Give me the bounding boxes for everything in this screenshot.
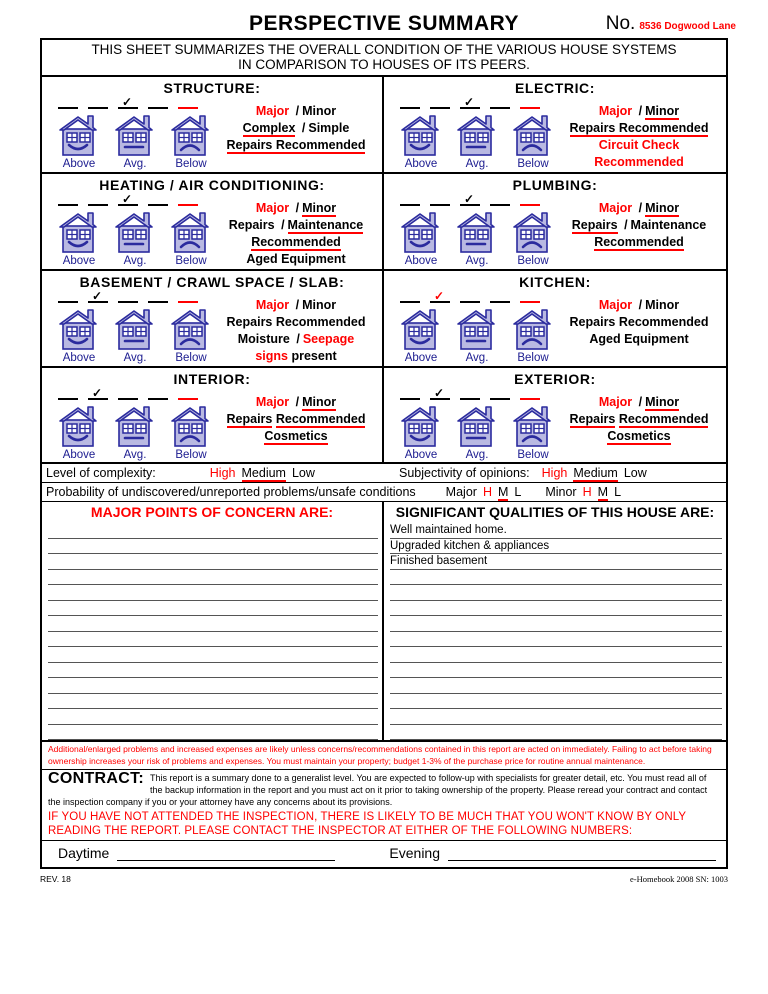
prob-major-option[interactable]: L [514, 485, 522, 499]
scale-dash-2[interactable] [460, 301, 480, 303]
section-title: STRUCTURE: [163, 80, 261, 96]
note-line [562, 314, 716, 331]
significant-qualities-column [384, 502, 726, 740]
note-line [562, 394, 716, 411]
section-title: HEATING / AIR CONDITIONING: [99, 177, 325, 193]
ruled-line[interactable] [48, 647, 378, 663]
house-below[interactable] [168, 211, 214, 267]
section-row [42, 174, 726, 271]
house-label-below: Below [517, 158, 549, 170]
house-label-above: Above [62, 352, 96, 364]
note-separator: / [295, 298, 300, 312]
note-token[interactable]: Repairs [569, 412, 616, 426]
prob-minor-option[interactable]: M [597, 485, 609, 499]
note-line [220, 348, 372, 365]
subjectivity-label: Subjectivity of opinions: [399, 466, 530, 480]
note-token[interactable]: Major [255, 395, 290, 409]
house-average[interactable] [112, 211, 158, 267]
ruled-line[interactable] [48, 601, 378, 617]
subjectivity-option[interactable]: Medium [573, 466, 618, 480]
page-footer [40, 874, 728, 884]
scale-dash-0[interactable] [58, 398, 78, 400]
probability-minor-options[interactable] [577, 484, 621, 500]
prob-minor-option[interactable]: H [582, 485, 592, 499]
note-token[interactable]: Aged Equipment [246, 252, 346, 266]
section-interior [42, 368, 384, 462]
note-line [562, 103, 716, 120]
note-token[interactable]: Repairs [228, 218, 275, 232]
house-label-below: Below [517, 449, 549, 461]
scale-dash-1[interactable] [88, 107, 108, 109]
note-line [562, 234, 716, 251]
scale-dash-0[interactable] [400, 398, 420, 400]
house-label-below: Below [175, 352, 207, 364]
rating-checkmark[interactable]: ✓ [92, 289, 103, 303]
rating-scale[interactable] [58, 289, 218, 308]
note-token[interactable]: Minor [302, 395, 337, 409]
scale-dash-3[interactable] [490, 301, 510, 303]
complexity-option[interactable]: High [209, 466, 236, 480]
note-line [220, 394, 372, 411]
probability-major-options[interactable] [477, 484, 521, 500]
significant-qualities-lines[interactable] [384, 523, 726, 740]
note-separator: / [638, 201, 643, 215]
section-notes [220, 389, 382, 445]
note-token[interactable]: Minor [645, 104, 680, 118]
note-token[interactable]: Minor [645, 298, 680, 312]
contract-body-wrap [48, 772, 720, 808]
note-token[interactable]: Major [598, 104, 633, 118]
scale-dash-4[interactable] [178, 301, 198, 303]
note-separator: / [295, 201, 300, 215]
subjectivity-option[interactable]: High [541, 466, 568, 480]
note-token[interactable]: Complex [242, 121, 296, 135]
note-separator: / [296, 332, 300, 346]
note-token[interactable]: Cosmetics [607, 429, 671, 443]
complexity-row [42, 464, 726, 483]
complexity-label: Level of complexity: [46, 466, 156, 480]
note-token[interactable]: Major [598, 395, 633, 409]
contract-body: This report is a summary done to a generalist level. You are expected to follow-up with specialists for greater detail, etc. You must read all of the backup information in the report and you must act on it prior to taking ownership of the property. Please reread your contract and contact the inspection company if you or your attorney have any concerns about its provisions. [48, 773, 708, 807]
section-title: PLUMBING: [512, 177, 598, 193]
section-notes [562, 389, 726, 445]
note-separator: / [638, 298, 643, 312]
note-line [220, 251, 372, 268]
major-points-lines[interactable] [42, 523, 382, 740]
ruled-line[interactable] [390, 647, 722, 663]
note-line [220, 428, 372, 445]
house-above[interactable] [56, 114, 102, 170]
note-separator: / [295, 395, 300, 409]
scale-dash-3[interactable] [490, 107, 510, 109]
house-average[interactable] [112, 405, 158, 461]
section-exterior [384, 368, 726, 462]
note-line [562, 154, 716, 171]
house-rating-group [384, 192, 562, 267]
probability-major-label: Major [445, 485, 477, 499]
house-rating-group [42, 289, 220, 364]
note-token[interactable]: Recommended [275, 412, 366, 426]
section-notes [220, 195, 382, 268]
note-line [220, 411, 372, 428]
scale-dash-4[interactable] [178, 107, 198, 109]
property-address-value[interactable]: 8536 Dogwood Lane [639, 21, 736, 32]
house-label-below: Below [517, 352, 549, 364]
note-token[interactable]: Recommended [594, 155, 684, 169]
ruled-line[interactable] [390, 694, 722, 710]
ruled-line[interactable] [390, 632, 722, 648]
house-average[interactable] [454, 211, 500, 267]
major-points-column [42, 502, 384, 740]
scale-dash-0[interactable] [58, 301, 78, 303]
system-sections [42, 77, 726, 464]
ruled-line[interactable] [48, 694, 378, 710]
section-plumbing [384, 174, 726, 269]
note-line [562, 411, 716, 428]
disclaimer-text: Additional/enlarged problems and increased expenses are likely unless concerns/recommendations contained in this report are acted on immediately. Failing to act before taking ownership increases your risk of problems and expenses. You must maintain your property; budget 1-3% of the purchase price for routine annual maintenance. [42, 740, 726, 769]
rating-scale[interactable] [400, 95, 560, 114]
section-electric [384, 77, 726, 172]
house-above[interactable] [56, 405, 102, 461]
house-average[interactable] [112, 114, 158, 170]
note-token[interactable]: Repairs Recommended [569, 121, 709, 135]
note-line [220, 297, 372, 314]
house-above[interactable] [56, 308, 102, 364]
ruled-line[interactable] [390, 570, 722, 586]
note-separator: / [638, 104, 643, 118]
note-token[interactable]: Minor [302, 104, 337, 118]
note-token[interactable]: Major [598, 201, 633, 215]
note-line [220, 200, 372, 217]
house-below[interactable] [510, 308, 556, 364]
scale-dash-2[interactable] [118, 301, 138, 303]
scale-dash-3[interactable] [148, 398, 168, 400]
note-token[interactable]: Minor [302, 298, 337, 312]
ruled-line[interactable] [390, 585, 722, 601]
section-title: EXTERIOR: [514, 371, 596, 387]
scale-dash-4[interactable] [520, 398, 540, 400]
level-of-complexity [46, 465, 373, 481]
rating-checkmark[interactable]: ✓ [434, 386, 445, 400]
serial-label: e-Homebook 2008 SN: 1003 [630, 874, 728, 884]
rating-scale[interactable] [58, 95, 218, 114]
house-above[interactable] [398, 308, 444, 364]
note-token[interactable]: Repairs Recommended [226, 315, 366, 329]
scale-dash-0[interactable] [58, 204, 78, 206]
house-label-above: Above [62, 449, 96, 461]
note-token[interactable]: Moisture [237, 332, 290, 346]
scale-dash-3[interactable] [148, 107, 168, 109]
subjectivity-of-opinions [373, 465, 726, 481]
scale-dash-0[interactable] [58, 107, 78, 109]
house-below[interactable] [510, 114, 556, 170]
house-rating-group [384, 95, 562, 170]
house-label-above: Above [62, 158, 96, 170]
prob-major-option[interactable]: H [482, 485, 492, 499]
note-token[interactable]: Major [255, 201, 290, 215]
house-label-above: Above [404, 449, 438, 461]
rating-scale[interactable] [58, 386, 218, 405]
note-line [220, 120, 372, 137]
scale-dash-3[interactable] [148, 301, 168, 303]
note-token[interactable]: Recommended [251, 235, 341, 249]
contract-heading: CONTRACT: [48, 770, 145, 787]
form-frame [40, 38, 728, 869]
scale-dash-4[interactable] [520, 301, 540, 303]
scale-dash-3[interactable] [148, 204, 168, 206]
note-line [220, 234, 372, 251]
note-token[interactable]: Circuit Check [598, 138, 680, 152]
house-above[interactable] [56, 211, 102, 267]
note-line [562, 120, 716, 137]
complexity-option[interactable]: Low [291, 466, 315, 480]
scale-dash-0[interactable] [400, 204, 420, 206]
ruled-line[interactable] [48, 585, 378, 601]
ruled-line[interactable] [48, 663, 378, 679]
rating-scale[interactable] [400, 289, 560, 308]
note-line [220, 137, 372, 154]
note-token[interactable]: Repairs [226, 412, 273, 426]
section-notes [562, 195, 726, 251]
note-token[interactable]: Aged Equipment [589, 332, 689, 346]
house-label-avg: Avg. [465, 158, 489, 170]
note-line [562, 331, 716, 348]
house-label-below: Below [517, 255, 549, 267]
house-above[interactable] [398, 114, 444, 170]
section-notes [220, 98, 382, 154]
section-structure [42, 77, 384, 172]
scale-dash-1[interactable] [88, 204, 108, 206]
rating-checkmark[interactable]: ✓ [92, 386, 103, 400]
ruled-line[interactable] [390, 709, 722, 725]
note-separator: / [624, 218, 628, 232]
ruled-line[interactable] [48, 523, 378, 539]
ruled-line[interactable] [48, 570, 378, 586]
note-separator: / [281, 218, 285, 232]
house-rating-group [42, 95, 220, 170]
house-below[interactable] [168, 308, 214, 364]
house-above[interactable] [398, 211, 444, 267]
rating-scale[interactable] [58, 192, 218, 211]
house-rating-group [42, 192, 220, 267]
house-below[interactable] [168, 405, 214, 461]
note-token[interactable]: present [291, 349, 337, 363]
section-kitchen [384, 271, 726, 366]
house-label-above: Above [404, 352, 438, 364]
ruled-line[interactable]: Upgraded kitchen & appliances [390, 539, 722, 555]
ruled-line[interactable] [390, 663, 722, 679]
section-row [42, 77, 726, 174]
ruled-line[interactable] [390, 601, 722, 617]
house-average[interactable] [112, 308, 158, 364]
evening-input[interactable] [448, 846, 716, 861]
note-separator: / [301, 121, 306, 135]
note-token[interactable]: Repairs Recommended [226, 138, 366, 152]
section-title: ELECTRIC: [514, 80, 596, 96]
scale-dash-0[interactable] [400, 301, 420, 303]
scale-dash-4[interactable] [520, 107, 540, 109]
rating-checkmark[interactable]: ✓ [122, 192, 133, 206]
house-label-avg: Avg. [465, 352, 489, 364]
note-line [220, 103, 372, 120]
probability-label: Probability of undiscovered/unreported problems/unsafe conditions [46, 485, 416, 499]
note-line [562, 217, 716, 234]
house-label-avg: Avg. [123, 255, 147, 267]
scale-dash-2[interactable] [118, 398, 138, 400]
note-token[interactable]: Major [255, 104, 290, 118]
house-average[interactable] [454, 405, 500, 461]
major-points-heading: MAJOR POINTS OF CONCERN ARE: [90, 504, 334, 520]
section-notes [220, 292, 382, 365]
prob-major-option[interactable]: M [497, 485, 509, 499]
note-line [562, 137, 716, 154]
house-rating-group [384, 289, 562, 364]
probability-row [42, 483, 726, 502]
note-token[interactable]: Minor [302, 201, 337, 215]
house-rating-group [42, 386, 220, 461]
no-label: No. [605, 13, 636, 34]
contract-section [42, 769, 726, 840]
significant-qualities-heading: SIGNIFICANT QUALITIES OF THIS HOUSE ARE: [395, 504, 715, 520]
note-token[interactable]: Cosmetics [264, 429, 328, 443]
note-line [562, 297, 716, 314]
house-label-avg: Avg. [123, 352, 147, 364]
banner-line-1: THIS SHEET SUMMARIZES THE OVERALL CONDITION OF THE VARIOUS HOUSE SYSTEMS [91, 42, 677, 57]
house-label-above: Above [404, 158, 438, 170]
note-token[interactable]: Major [255, 298, 290, 312]
ruled-line[interactable] [390, 678, 722, 694]
subjectivity-options[interactable] [536, 465, 647, 481]
daytime-label: Daytime [58, 845, 110, 861]
page-title: PERSPECTIVE SUMMARY [248, 12, 520, 35]
phone-row [42, 840, 726, 867]
ruled-line[interactable] [390, 725, 722, 741]
scale-dash-4[interactable] [520, 204, 540, 206]
ruled-line[interactable] [48, 554, 378, 570]
section-notes [562, 98, 726, 171]
house-label-avg: Avg. [465, 255, 489, 267]
daytime-input[interactable] [117, 846, 335, 861]
note-token[interactable]: Repairs Recommended [569, 315, 709, 329]
note-token[interactable]: Major [598, 298, 633, 312]
section-row [42, 271, 726, 368]
probability-minor-label: Minor [545, 485, 577, 499]
note-line [562, 200, 716, 217]
rating-scale[interactable] [400, 386, 560, 405]
scale-dash-1[interactable] [430, 204, 450, 206]
scale-dash-0[interactable] [400, 107, 420, 109]
note-line [220, 217, 372, 234]
section-notes [562, 292, 726, 348]
note-token[interactable]: Repairs [571, 218, 618, 232]
section-title: BASEMENT / CRAWL SPACE / SLAB: [79, 274, 345, 290]
prob-minor-option[interactable]: L [614, 485, 622, 499]
note-separator: / [638, 395, 643, 409]
house-label-below: Below [175, 255, 207, 267]
house-above[interactable] [398, 405, 444, 461]
rating-checkmark[interactable]: ✓ [122, 95, 133, 109]
note-token[interactable]: Minor [645, 395, 680, 409]
note-token[interactable]: Simple [308, 121, 350, 135]
concerns-section [42, 502, 726, 740]
note-token[interactable]: Recommended [618, 412, 709, 426]
ruled-line[interactable] [48, 725, 378, 741]
section-row [42, 368, 726, 464]
house-label-below: Below [175, 158, 207, 170]
property-no-field [606, 13, 736, 35]
note-token[interactable]: Maintenance [287, 218, 364, 232]
note-token[interactable]: Maintenance [630, 218, 707, 232]
house-average[interactable] [454, 308, 500, 364]
house-label-above: Above [404, 255, 438, 267]
ruled-line[interactable] [48, 616, 378, 632]
ruled-line[interactable] [390, 616, 722, 632]
house-label-below: Below [175, 449, 207, 461]
ruled-line[interactable]: Finished basement [390, 554, 722, 570]
note-token[interactable]: signs [255, 349, 288, 363]
house-below[interactable] [510, 211, 556, 267]
ruled-line[interactable] [48, 709, 378, 725]
summary-banner [42, 40, 726, 77]
ruled-line[interactable] [48, 539, 378, 555]
section-title: INTERIOR: [173, 371, 251, 387]
scale-dash-3[interactable] [490, 398, 510, 400]
house-label-avg: Avg. [465, 449, 489, 461]
house-below[interactable] [510, 405, 556, 461]
scale-dash-2[interactable] [460, 398, 480, 400]
ruled-line[interactable]: Well maintained home. [390, 523, 722, 539]
rating-checkmark[interactable]: ✓ [464, 95, 475, 109]
scale-dash-1[interactable] [430, 107, 450, 109]
house-label-avg: Avg. [123, 158, 147, 170]
section-basement-crawl-space-slab [42, 271, 384, 366]
subjectivity-option[interactable]: Low [623, 466, 647, 480]
evening-label: Evening [389, 845, 440, 861]
note-separator: / [295, 104, 300, 118]
title-row [0, 0, 768, 38]
scale-dash-4[interactable] [178, 398, 198, 400]
scale-dash-3[interactable] [490, 204, 510, 206]
rating-checkmark[interactable]: ✓ [464, 192, 475, 206]
house-rating-group [384, 386, 562, 461]
ruled-line[interactable] [48, 678, 378, 694]
section-title: KITCHEN: [519, 274, 591, 290]
rating-checkmark[interactable]: ✓ [434, 289, 445, 303]
house-average[interactable] [454, 114, 500, 170]
house-label-avg: Avg. [123, 449, 147, 461]
rating-scale[interactable] [400, 192, 560, 211]
complexity-option[interactable]: Medium [241, 466, 286, 480]
section-heating-air-conditioning [42, 174, 384, 269]
banner-line-2: IN COMPARISON TO HOUSES OF ITS PEERS. [238, 57, 530, 72]
contract-warning: IF YOU HAVE NOT ATTENDED THE INSPECTION, THERE IS LIKELY TO BE MUCH THAT YOU WON'T KNOW BY ONLY READING THE REPORT. PLEASE CONTACT THE INSPECTOR AT EITHER OF THE FOLLOWING NUMBERS: [48, 811, 686, 837]
note-token[interactable]: Seepage [302, 332, 355, 346]
revision-label: REV. 18 [40, 874, 71, 884]
note-line [562, 428, 716, 445]
note-token[interactable]: Minor [645, 201, 680, 215]
ruled-line[interactable] [48, 632, 378, 648]
house-label-above: Above [62, 255, 96, 267]
note-line [220, 314, 372, 331]
complexity-options[interactable] [204, 465, 315, 481]
note-line [220, 331, 372, 348]
note-token[interactable]: Recommended [594, 235, 684, 249]
scale-dash-4[interactable] [178, 204, 198, 206]
house-below[interactable] [168, 114, 214, 170]
